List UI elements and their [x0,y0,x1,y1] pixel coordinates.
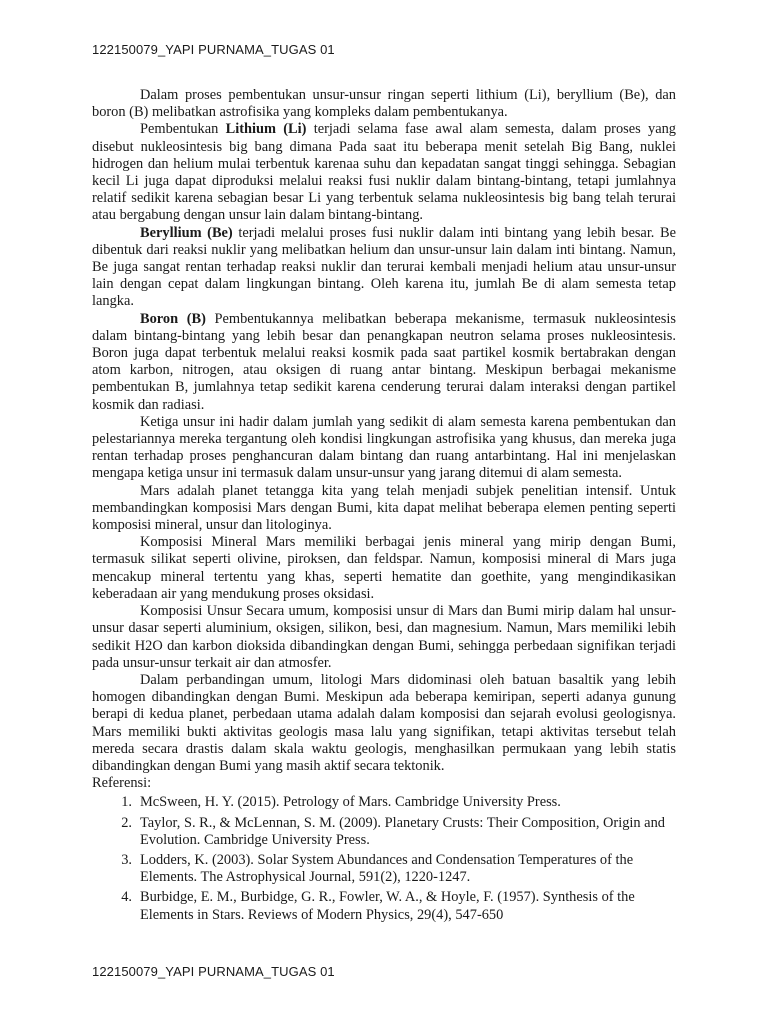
paragraph-text: Mars adalah planet tetangga kita yang telah menjadi subjek penelitian intensif. Untuk membandingkan komposisi Mars dengan Bumi, kita dapat melihat beberapa elemen penting seperti komposisi mineral, unsur dan litologinya. [92,482,676,534]
reference-item [92,815,676,849]
paragraph-lithium [92,121,676,224]
reference-item [92,889,676,923]
paragraph-text: Dalam proses pembentukan unsur-unsur ringan seperti lithium (Li), beryllium (Be), dan boron (B) melibatkan astrofisika yang kompleks dalam pembentukanya. [92,87,676,121]
paragraph-text: terjadi selama fase awal alam semesta, dalam proses yang disebut nukleosintesis big bang dimana Pada saat itu beberapa menit setelah Big Bang, nuklei hidrogen dan helium mulai terbentuk karenaa suhu dan kepadatan sangat tinggi sehingga. Sebagian kecil Li juga dapat diproduksi melalui reaksi fusi nuklir dalam bintang-bintang, tetapi jumlahnya relatif sedikit karena sebagian besar Li yang terbentuk selama nukleosintesis big bang telah terurai atau bergabung dengan unsur lain dalam bintang-bintang. [92,121,676,224]
reference-text: McSween, H. Y. (2015). Petrology of Mars. Cambridge University Press. [140,794,561,811]
reference-item [92,852,676,886]
term-beryllium: Beryllium (Be) [140,224,233,241]
paragraph-text: Ketiga unsur ini hadir dalam jumlah yang sedikit di alam semesta karena pembentukan dan pelestariannya mereka tergantung oleh kondisi lingkungan astrofisika yang khusus, dan mereka juga rentan terhadap proses penghancuran dalam bintang dan ruang antarbintang. Hal ini menjelaskan mengapa ketiga unsur ini termasuk dalam unsur-unsur yang jarang ditemui di alam semesta. [92,413,676,482]
references-heading: Referensi: [92,775,152,792]
paragraph-mars-intro [92,483,676,535]
document-body [92,87,676,927]
paragraph-text: Komposisi Unsur Secara umum, komposisi unsur di Mars dan Bumi mirip dalam hal unsur-unsur dasar seperti aluminium, oksigen, silikon, besi, dan magnesium. Namun, Mars memiliki lebih sedikit H2O dan karbon dioksida dibandingkan dengan Bumi, sehingga perbedaan signifikan terjadi pada unsur-unsur terkait air dan atmosfer. [92,603,676,671]
paragraph-mars-mineral [92,534,676,603]
term-boron: Boron (B) [140,310,206,327]
paragraph-lead: Pembentukan [140,121,226,138]
paragraph-text: Komposisi Mineral Mars memiliki berbagai jenis mineral yang mirip dengan Bumi, termasuk silikat seperti olivine, piroksen, dan feldspar. Namun, komposisi mineral di Mars juga mencakup mineral tertentu yang khas, seperti hematite dan goethite, yang mengindikasikan keberadaan air yang mendukung proses oksidasi. [92,534,676,602]
paragraph-intro [92,87,676,121]
reference-number: 4. [121,889,132,906]
paragraph-summary [92,414,676,483]
paragraph-text: Dalam perbandingan umum, litologi Mars didominasi oleh batuan basaltik yang lebih homogen dibandingkan dengan Bumi. Meskipun ada beberapa kemiripan, seperti adanya gunung berapi di kedua planet, perbedaan utama adalah dalam komposisi dan sejarah evolusi geologisnya. Mars memiliki bukti aktivitas geologis masa lalu yang signifikan, tetapi aktivitas tersebut telah mereda secara drastis dalam skala waktu geologis, menghasilkan permukaan yang lebih statis dibandingkan dengan Bumi yang masih aktif secara tektonik. [92,671,676,774]
reference-text: Taylor, S. R., & McLennan, S. M. (2009). Planetary Crusts: Their Composition, Origin and Evolution. Cambridge University Press. [140,814,665,848]
paragraph-beryllium [92,225,676,311]
reference-number: 3. [121,851,132,868]
reference-number: 2. [121,814,132,831]
paragraph-mars-lithology [92,672,676,775]
term-lithium: Lithium (Li) [225,121,307,138]
paragraph-boron [92,311,676,414]
paragraph-mars-elements [92,603,676,672]
paragraph-text: terjadi melalui proses fusi nuklir dalam inti bintang yang lebih besar. Be dibentuk dari reaksi nuklir yang melibatkan helium dan unsur-unsur lain dalam inti bintang. Namun, Be juga sangat rentan terhadap reaksi nuklir dan terurai kembali menjadi helium atau unsur-unsur lain dengan cepat dalam lingkungan bintang. Oleh karena itu, jumlah Be di alam semesta tetap langka. [92,224,676,310]
reference-item [92,794,676,811]
reference-number: 1. [121,794,132,811]
reference-text: Lodders, K. (2003). Solar System Abundances and Condensation Temperatures of the Elements. The Astrophysical Journal, 591(2), 1220-1247. [140,851,634,886]
reference-text: Burbidge, E. M., Burbidge, G. R., Fowler, W. A., & Hoyle, F. (1957). Synthesis of the Elements in Stars. Reviews of Modern Physics, 29(4), 547-650 [140,889,635,923]
page-footer: 122150079_YAPI PURNAMA_TUGAS 01 [92,964,335,979]
paragraph-text: Pembentukannya melibatkan beberapa mekanisme, termasuk nukleosintesis dalam bintang-bintang yang lebih besar dan penangkapan neutron selama proses nukleosintesis. Boron juga dapat terbentuk melalui reaksi kosmik pada saat partikel kosmik bertabrakan dengan atom karbon, nitrogen, atau oksigen di ruang antar bintang. Meskipun berbagai mekanisme pembentukan B, jumlahnya tetap sedikit karena cenderung terurai dalam interaksi dengan partikel kosmik dan radiasi. [92,310,676,413]
references-list [92,794,676,923]
page-header: 122150079_YAPI PURNAMA_TUGAS 01 [92,42,335,57]
